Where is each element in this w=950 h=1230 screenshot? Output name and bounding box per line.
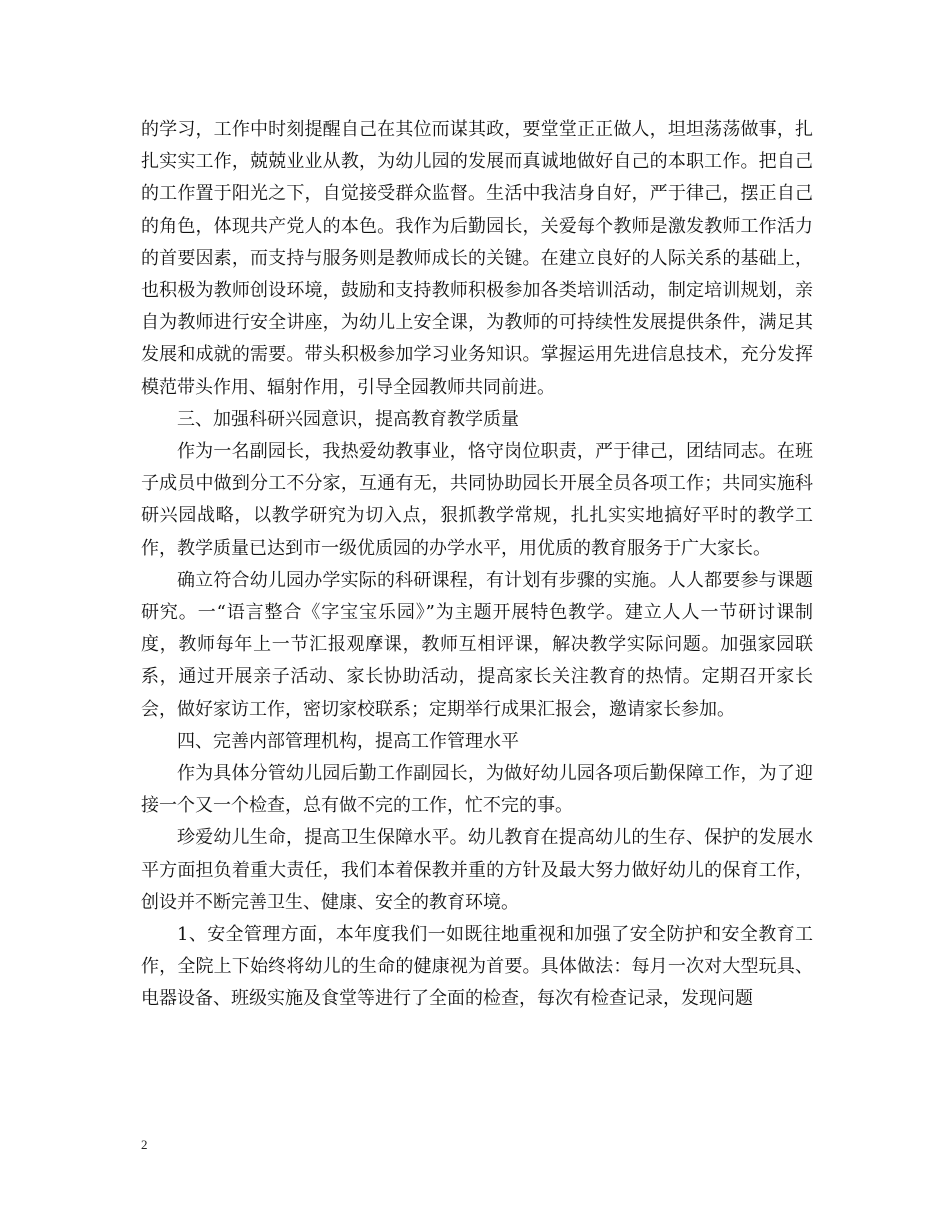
body-paragraph: 作为具体分管幼儿园后勤工作副园长，为做好幼儿园各项后勤保障工作，为了迎接一个又一个检查，总有做不完的工作，忙不完的事。: [141, 763, 813, 817]
page-number: 2: [141, 1137, 148, 1152]
document-body: [141, 114, 813, 1016]
body-paragraph: 珍爱幼儿生命，提高卫生保障水平。幼儿教育在提高幼儿的生存、保护的发展水平方面担负着重大责任，我们本着保教并重的方针及最大努力做好幼儿的保育工作，创设并不断完善卫生、健康、安全的教育环境。: [141, 827, 813, 913]
body-paragraph: 的学习，工作中时刻提醒自己在其位而谋其政，要堂堂正正做人，坦坦荡荡做事，扎扎实实工作，兢兢业业从教，为幼儿园的发展而真诚地做好自己的本职工作。把自己的工作置于阳光之下，自觉接受群众监督。生活中我洁身自好，严于律己，摆正自己的角色，体现共产党人的本色。我作为后勤园长，关爱每个教师是激发教师工作活力的首要因素，而支持与服务则是教师成长的关键。在建立良好的人际关系的基础上，也积极为教师创设环境，鼓励和支持教师积极参加各类培训活动，制定培训规划，亲自为教师进行安全讲座，为幼儿上安全课，为教师的可持续性发展提供条件，满足其发展和成就的需要。带头积极参加学习业务知识。掌握运用先进信息技术，充分发挥模范带头作用、辐射作用，引导全园教师共同前进。: [141, 119, 813, 398]
body-paragraph: 作为一名副园长，我热爱幼教事业，恪守岗位职责，严于律己，团结同志。在班子成员中做到分工不分家，互通有无，共同协助园长开展全员各项工作；共同实施科研兴园战略，以教学研究为切入点，狠抓教学常规，扎扎实实地搞好平时的教学工作，教学质量已达到市一级优质园的办学水平，用优质的教育服务于广大家长。: [141, 441, 813, 559]
section-heading: 三、加强科研兴园意识，提高教育教学质量: [177, 408, 519, 430]
body-paragraph: 1、安全管理方面，本年度我们一如既往地重视和加强了安全防护和安全教育工作，全院上下始终将幼儿的生命的健康视为首要。具体做法：每月一次对大型玩具、电器设备、班级实施及食堂等进行了全面的检查，每次有检查记录，发现问题: [141, 924, 813, 1010]
body-paragraph: 确立符合幼儿园办学实际的科研课程，有计划有步骤的实施。人人都要参与课题研究。一“语言整合《字宝宝乐园》”为主题开展特色教学。建立人人一节研讨课制度，教师每年上一节汇报观摩课，教师互相评课，解决教学实际问题。加强家园联系，通过开展亲子活动、家长协助活动，提高家长关注教育的热情。定期召开家长会，做好家访工作，密切家校联系；定期举行成果汇报会，邀请家长参加。: [141, 569, 813, 720]
section-heading: 四、完善内部管理机构，提高工作管理水平: [177, 730, 519, 752]
